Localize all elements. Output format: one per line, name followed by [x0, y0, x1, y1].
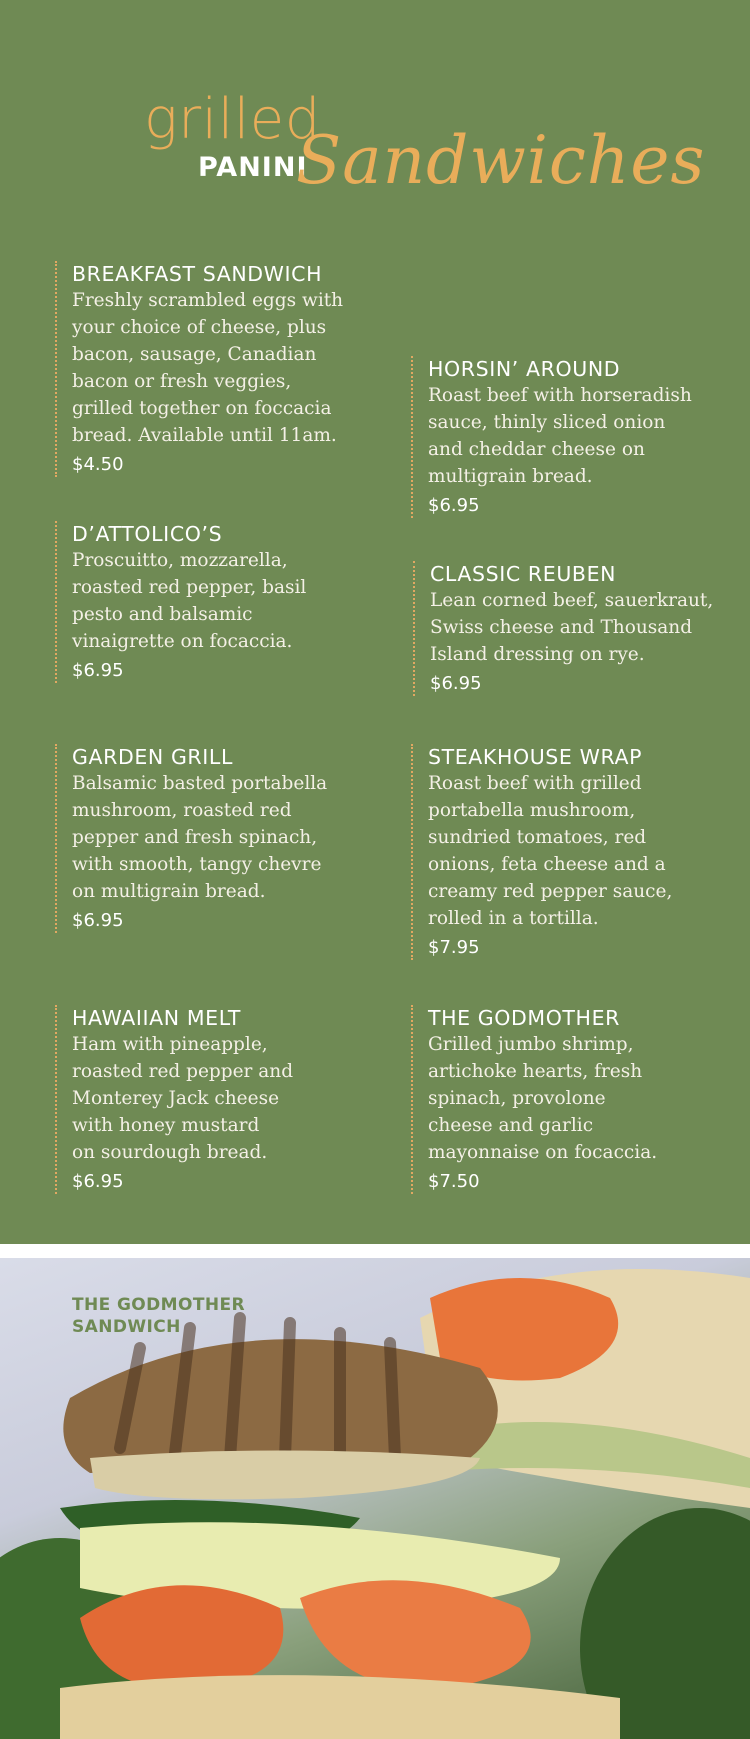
item-name: GARDEN GRILL — [72, 745, 233, 769]
item-price: $6.95 — [430, 673, 482, 694]
item-price: $7.95 — [428, 937, 480, 958]
item-description: Freshly scrambled eggs with your choice of cheese, plus bacon, sausage, Canadian bacon or fresh veggies, grilled together on foccacia bread. Available until 11am. — [72, 290, 344, 446]
menu-item-the-godmother — [411, 1005, 657, 1194]
menu-item-dattolicos — [55, 521, 306, 683]
menu-item-steakhouse-wrap — [411, 744, 672, 960]
item-price: $6.95 — [428, 495, 480, 516]
item-description: Balsamic basted portabella mushroom, roasted red pepper and fresh spinach, with smooth, tangy chevre on multigrain bread. — [72, 773, 328, 902]
title-panini: PANINI — [198, 152, 308, 183]
bread-crumb — [90, 1451, 480, 1500]
item-description: Lean corned beef, sauerkraut, Swiss cheese and Thousand Island dressing on rye. — [430, 590, 714, 665]
item-price: $7.50 — [428, 1171, 480, 1192]
item-description: Proscuitto, mozzarella, roasted red pepper, basil pesto and balsamic vinaigrette on focaccia. — [72, 550, 307, 652]
title-sandwiches-script: Sandwiches — [296, 122, 706, 199]
menu-item-garden-grill — [55, 744, 327, 933]
item-price: $6.95 — [72, 660, 124, 681]
menu-item-hawaiian-melt — [55, 1005, 293, 1194]
photo-caption: THE GODMOTHER SANDWICH — [72, 1295, 245, 1337]
item-name: HORSIN’ AROUND — [428, 357, 621, 381]
item-description: Ham with pineapple, roasted red pepper and Monterey Jack cheese with honey mustard on sourdough bread. — [72, 1034, 294, 1163]
item-name: STEAKHOUSE WRAP — [428, 745, 643, 769]
item-price: $6.95 — [72, 910, 124, 931]
item-description: Roast beef with horseradish sauce, thinly sliced onion and cheddar cheese on multigrain bread. — [428, 385, 692, 487]
item-price: $4.50 — [72, 454, 124, 475]
item-name: D’ATTOLICO’S — [72, 522, 223, 546]
item-name: THE GODMOTHER — [428, 1006, 620, 1030]
item-name: HAWAIIAN MELT — [72, 1006, 242, 1030]
title-grilled: grilled — [144, 87, 321, 152]
menu-item-classic-reuben — [413, 561, 713, 696]
menu-item-horsin-around — [411, 356, 692, 518]
bread-bottom — [60, 1675, 620, 1739]
item-price: $6.95 — [72, 1171, 124, 1192]
item-description: Grilled jumbo shrimp, artichoke hearts, fresh spinach, provolone cheese and garlic mayonnaise on focaccia. — [428, 1034, 658, 1163]
item-name: BREAKFAST SANDWICH — [72, 262, 323, 286]
item-name: CLASSIC REUBEN — [430, 562, 617, 586]
item-description: Roast beef with grilled portabella mushroom, sundried tomatoes, red onions, feta cheese and a creamy red pepper sauce, rolled in a tortilla. — [428, 773, 673, 929]
menu-item-breakfast-sandwich — [55, 261, 343, 477]
